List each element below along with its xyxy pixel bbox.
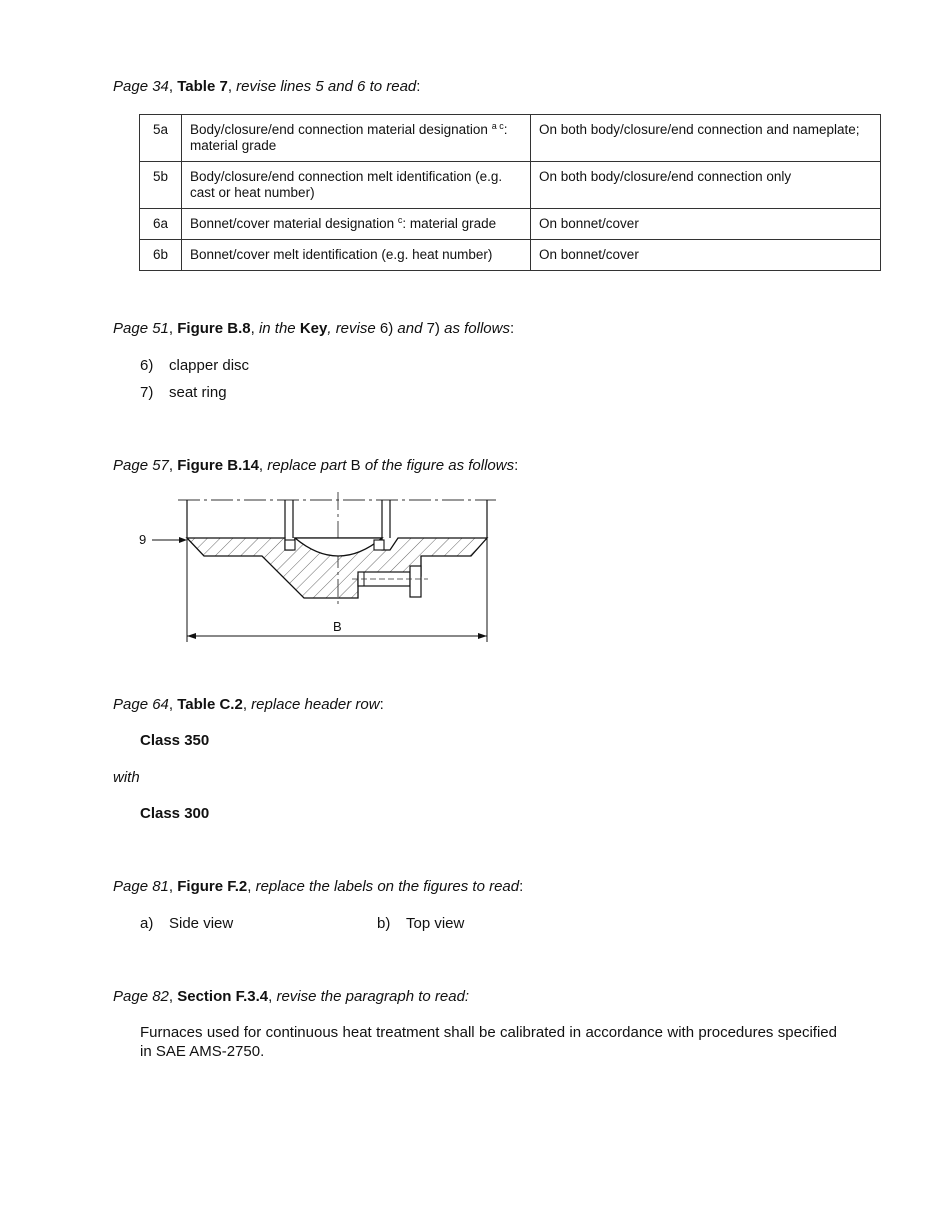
table-row <box>140 240 881 271</box>
dimension-label-b: B <box>333 619 342 634</box>
figure-b14-part-b <box>130 488 510 648</box>
table-row <box>140 162 881 209</box>
bolt-head <box>410 566 421 597</box>
instruction-text: revise lines 5 and 6 to read <box>236 78 417 95</box>
row-description: Body/closure/end connection melt identification (e.g. cast or heat number) <box>182 162 531 209</box>
amendment-table7: Page 34, Table 7, revise lines 5 and 6 to read: <box>113 78 421 95</box>
page-ref: Page 82 <box>113 988 169 1005</box>
page-ref: Page 81 <box>113 878 169 895</box>
instruction-text: replace header row <box>251 696 380 713</box>
list-item: b) Top view <box>377 915 465 932</box>
target-ref: Figure B.8 <box>177 320 251 337</box>
row-marking: On bonnet/cover <box>531 209 881 240</box>
row-id: 6b <box>140 240 182 271</box>
page-ref: Page 64 <box>113 696 169 713</box>
target-ref: Table 7 <box>177 78 228 95</box>
row-id: 5b <box>140 162 182 209</box>
row-description: Body/closure/end connection material designation $^{a c}$: material grade <box>182 115 531 162</box>
amendment-figure-b14: Page 57, Figure B.14, replace part B of the figure as follows: <box>113 457 519 474</box>
row-marking: On both body/closure/end connection only <box>531 162 881 209</box>
page-ref: Page 34 <box>113 78 169 95</box>
target-ref: Table C.2 <box>177 696 243 713</box>
table-7 <box>139 114 881 271</box>
list-item: 7) seat ring <box>140 384 227 401</box>
list-item: 6) clapper disc <box>140 357 250 374</box>
row-id: 6a <box>140 209 182 240</box>
amendment-section-f34: Page 82, Section F.3.4, revise the paragraph to read: <box>113 988 470 1005</box>
row-id: 5a <box>140 115 182 162</box>
row-marking: On both body/closure/end connection and nameplate; <box>531 115 881 162</box>
class-old: Class 350 <box>140 732 210 749</box>
row-description: Bonnet/cover melt identification (e.g. heat number) <box>182 240 531 271</box>
class-new: Class 300 <box>140 805 210 822</box>
row-description: Bonnet/cover material designation $^c$: material grade <box>182 209 531 240</box>
target-ref: Figure F.2 <box>177 878 248 895</box>
target-ref: Figure B.14 <box>177 457 259 474</box>
page-ref: Page 57 <box>113 457 169 474</box>
paragraph-f34: Furnaces used for continuous heat treatment shall be calibrated in accordance with procedures specified in SAE AMS-2750. <box>140 1024 837 1060</box>
table-row <box>140 115 881 162</box>
list-item: a) Side view <box>140 915 234 932</box>
amendment-figure-f2: Page 81, Figure F.2, replace the labels on the figures to read: <box>113 878 524 895</box>
callout-9: 9 <box>139 532 147 547</box>
instruction-text: replace the labels on the figures to read <box>255 878 520 895</box>
instruction-text: revise the paragraph to read: <box>276 988 470 1005</box>
table-row <box>140 209 881 240</box>
amendment-figure-b8: Page 51, Figure B.8, in the Key, revise 6) and 7) as follows: <box>113 320 515 337</box>
row-marking: On bonnet/cover <box>531 240 881 271</box>
target-ref: Section F.3.4 <box>177 988 269 1005</box>
page-ref: Page 51 <box>113 320 169 337</box>
amendment-table-c2: Page 64, Table C.2, replace header row: <box>113 696 384 713</box>
with-text: with <box>113 769 140 786</box>
